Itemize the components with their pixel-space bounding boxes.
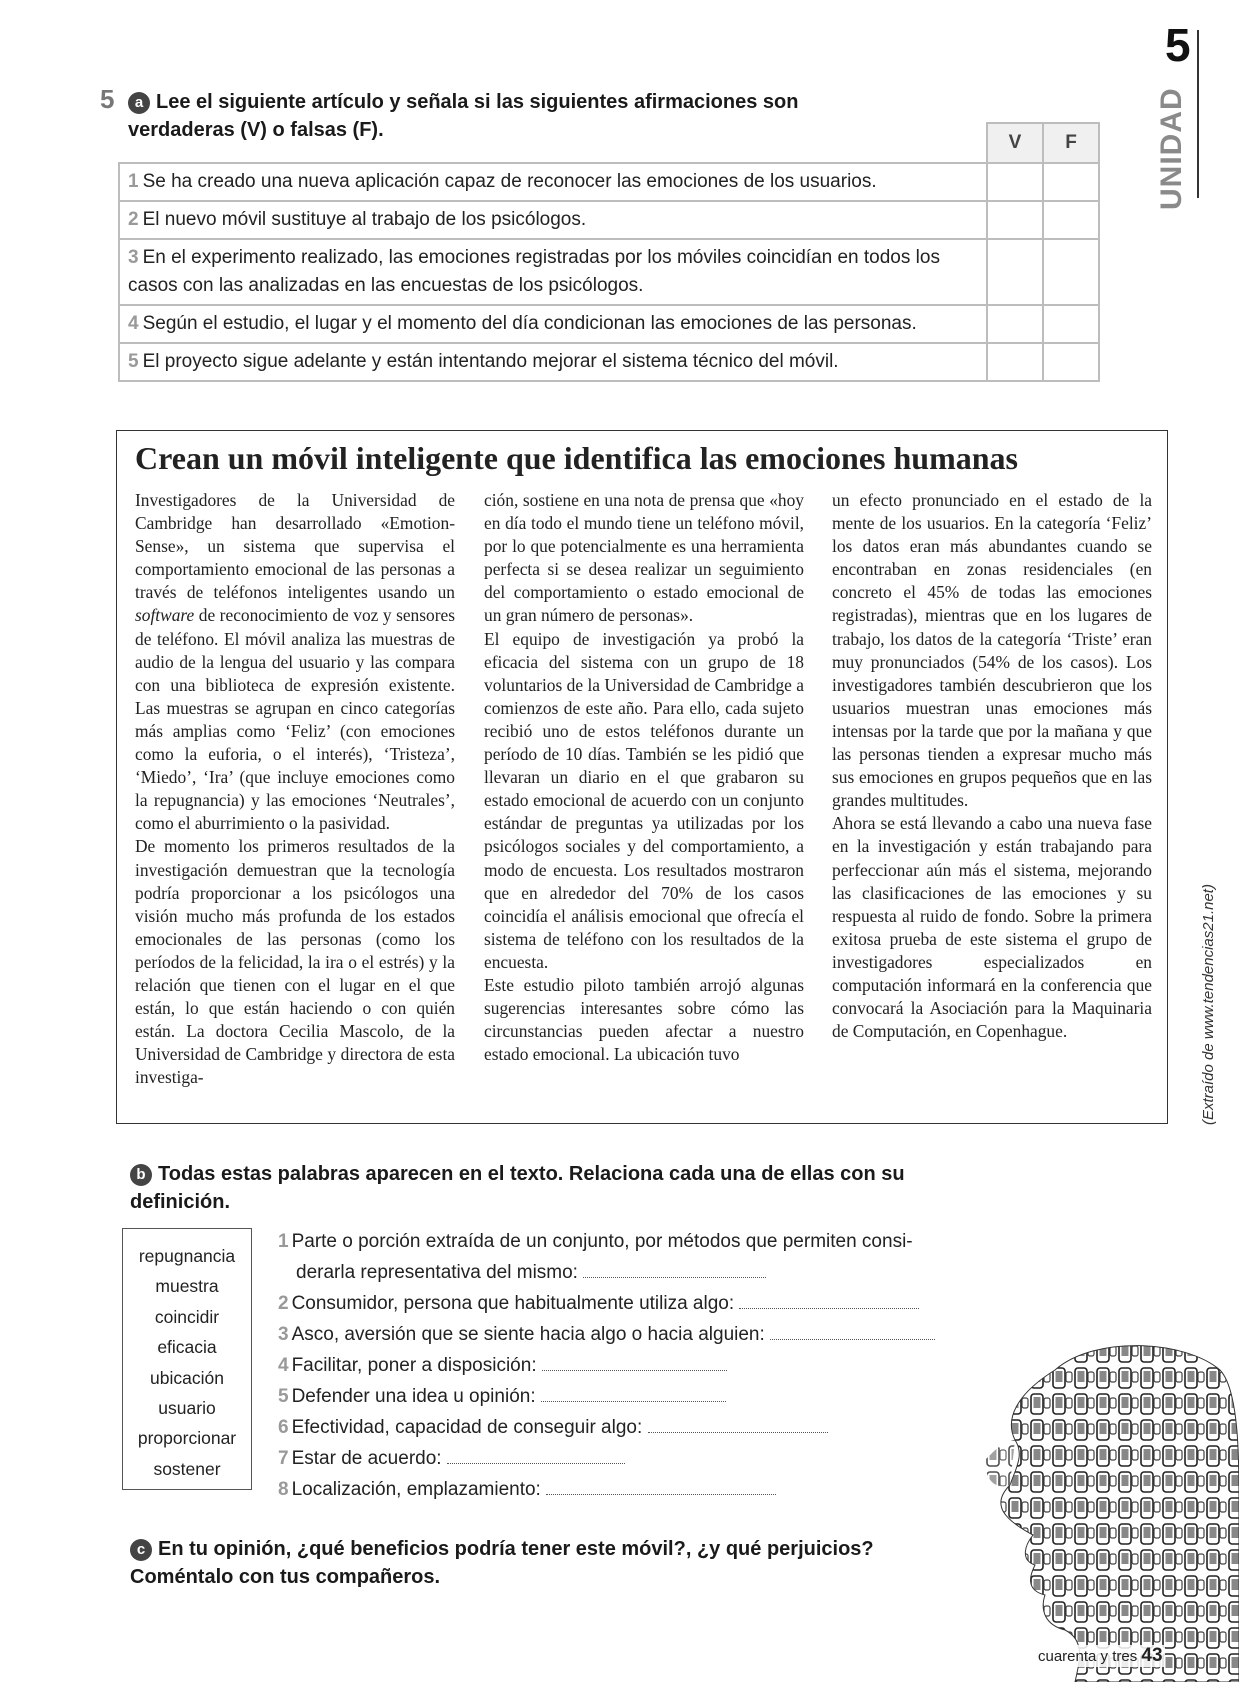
article-paragraph: Investigadores de la Universidad de Cambridge han desarrollado «EmotionSense», un sistema que supervisa el comportamiento emocional de las personas a través de teléfonos inteligentes usando un software de reconocimiento de voz y sensores de teléfono. El móvil analiza las muestras de audio de la lengua del usuario y las compara con una biblioteca de expresión existente. Las muestras se agrupan en cinco categorías más amplias como ‘Feliz’ (con emociones como la euforia, o el interés), ‘Tristeza’, ‘Miedo’, ‘Ira’ (que incluye emociones como la repugnancia) y las emociones ‘Neutrales’, como el aburrimiento o la pasividad. bbox=[135, 490, 455, 834]
header-f: F bbox=[1043, 123, 1099, 163]
instruction-c bbox=[130, 1535, 930, 1591]
article-paragraph: El equipo de investigación ya probó la eficacia del sistema con un grupo de 18 voluntarios de la Universidad de Cambridge a comienzos de este año. Para ello, cada sujeto recibió uno de estos teléfonos durante un período de 10 días. También se les pidió que llevaran un diario en el que grabaron su estado emocional de acuerdo con un conjunto estándar de preguntas ya utilizadas por los psicólogos sociales y del comportamiento, a modo de encuesta. Los resultados mostraron que en alrededor del 70% de los casos coincidía el análisis emocional que ofrecía el sistema de teléfono con los resultados de la encuesta. bbox=[484, 628, 804, 972]
word-item: muestra bbox=[155, 1276, 219, 1297]
letter-c-icon: c bbox=[130, 1539, 152, 1561]
article-paragraph: De momento los primeros resultados de la investigación demuestran que la tecnología podría proporcionar a los psicólogos una visión mucho más profunda de los estados emocionales de las personas (como los períodos de la felicidad, la ira o el estrés) y la relación que tienen con el lugar en el que están, lo que están haciendo o con quién están. La doctora Cecilia Mascolo, de la Universidad de Cambridge y directora de esta investiga- bbox=[135, 836, 455, 1088]
instruction-b bbox=[130, 1160, 960, 1216]
header-v: V bbox=[987, 123, 1043, 163]
unit-number: 5 bbox=[1165, 19, 1191, 71]
word-item: ubicación bbox=[150, 1367, 224, 1388]
f-checkbox[interactable] bbox=[1043, 201, 1099, 239]
v-checkbox[interactable] bbox=[987, 201, 1043, 239]
definition-item: 6 Efectividad, capacidad de conseguir algo: bbox=[278, 1412, 978, 1443]
page-number: 43 bbox=[1141, 1645, 1163, 1666]
answer-blank[interactable] bbox=[541, 1387, 726, 1402]
word-item: usuario bbox=[158, 1398, 216, 1419]
statement: 3 En el experimento realizado, las emociones registradas por los móviles coincidían en todos los casos con las analizadas en las encuestas de los psicólogos. bbox=[119, 239, 987, 305]
definition-item: 3 Asco, aversión que se siente hacia algo o hacia alguien: bbox=[278, 1319, 978, 1350]
definition-item: 5 Defender una idea u opinión: bbox=[278, 1381, 978, 1412]
f-checkbox[interactable] bbox=[1043, 239, 1099, 305]
statement: 4 Según el estudio, el lugar y el momento del día condicionan las emociones de las personas. bbox=[119, 305, 987, 343]
statement: 5 El proyecto sigue adelante y están intentando mejorar el sistema técnico del móvil. bbox=[119, 343, 987, 381]
definition-item: 2 Consumidor, persona que habitualmente utiliza algo: bbox=[278, 1288, 978, 1319]
article-column-2 bbox=[484, 489, 804, 1066]
definition-item: 4 Facilitar, poner a disposición: bbox=[278, 1350, 978, 1381]
definition-item: 7 Estar de acuerdo: bbox=[278, 1443, 978, 1474]
answer-blank[interactable] bbox=[447, 1449, 625, 1464]
true-false-table bbox=[118, 122, 1100, 382]
v-checkbox[interactable] bbox=[987, 163, 1043, 201]
article-paragraph: ción, sostiene en una nota de prensa que «hoy en día todo el mundo tiene un teléfono móvil, por lo que potencialmente es una herramienta perfecta si se desea realizar un seguimiento del comportamiento o estado emocional de un gran número de personas». bbox=[484, 490, 804, 626]
answer-blank[interactable] bbox=[739, 1294, 919, 1309]
unit-label: UNIDAD bbox=[1155, 87, 1188, 210]
word-item: eficacia bbox=[157, 1337, 217, 1358]
letter-a-icon: a bbox=[128, 92, 150, 114]
table-row bbox=[119, 163, 1099, 201]
v-checkbox[interactable] bbox=[987, 239, 1043, 305]
answer-blank[interactable] bbox=[770, 1325, 935, 1340]
definition-item: 8 Localización, emplazamiento: bbox=[278, 1474, 978, 1505]
page-footer bbox=[1036, 1645, 1165, 1667]
v-checkbox[interactable] bbox=[987, 343, 1043, 381]
article-source: (Extraído de www.tendencias21.net) bbox=[1200, 884, 1217, 1125]
table-row bbox=[119, 343, 1099, 381]
answer-blank[interactable] bbox=[648, 1418, 828, 1433]
phone-collage-head-image bbox=[985, 1340, 1239, 1682]
word-item: proporcionar bbox=[137, 1428, 237, 1449]
f-checkbox[interactable] bbox=[1043, 163, 1099, 201]
article-title: Crean un móvil inteligente que identifica las emociones humanas bbox=[135, 440, 1018, 476]
article-paragraph: un efecto pronunciado en el estado de la mente de los usuarios. En la categoría ‘Feliz’ los datos eran más abundantes cuando se encontraban en zonas residenciales (en concreto el 45% de todas las emociones registradas), mientras que en los lugares de trabajo, los datos de la categoría ‘Triste’ eran muy pronunciados (54% de los casos). Los investigadores también descubrieron que los usuarios muestran unas emociones más intensas por la tarde que por la mañana y que las personas tienden a expresar mucho más sus emociones en grupos pequeños que en las grandes multitudes. bbox=[832, 490, 1152, 811]
f-checkbox[interactable] bbox=[1043, 305, 1099, 343]
word-bank bbox=[122, 1228, 252, 1490]
f-checkbox[interactable] bbox=[1043, 343, 1099, 381]
v-checkbox[interactable] bbox=[987, 305, 1043, 343]
article-paragraph: Este estudio piloto también arrojó algunas sugerencias interesantes sobre cómo las circunstancias pueden afectar a nuestro estado emocional. La ubicación tuvo bbox=[484, 974, 804, 1065]
definition-item: 1 Parte o porción extraída de un conjunto, por métodos que permiten consi- bbox=[278, 1231, 913, 1252]
letter-b-icon: b bbox=[130, 1164, 152, 1186]
article-column-1 bbox=[135, 489, 455, 1089]
instruction-b-text: Todas estas palabras aparecen en el texto. Relaciona cada una de ellas con su definición. bbox=[130, 1163, 905, 1213]
statement: 2 El nuevo móvil sustituye al trabajo de los psicólogos. bbox=[119, 201, 987, 239]
answer-blank[interactable] bbox=[546, 1480, 776, 1495]
exercise-number: 5 bbox=[100, 84, 115, 114]
answer-blank[interactable] bbox=[542, 1356, 727, 1371]
page-footer-text: cuarenta y tres bbox=[1038, 1648, 1138, 1665]
instruction-c-text: En tu opinión, ¿qué beneficios podría tener este móvil?, ¿y qué perjuicios? Coméntalo con tus compañeros. bbox=[130, 1538, 874, 1588]
article-column-3 bbox=[832, 489, 1152, 1043]
table-row bbox=[119, 201, 1099, 239]
word-item: repugnancia bbox=[138, 1246, 236, 1266]
answer-blank[interactable] bbox=[583, 1263, 766, 1278]
table-row bbox=[119, 239, 1099, 305]
definitions-list bbox=[278, 1226, 978, 1505]
word-item: sostener bbox=[153, 1458, 221, 1479]
definition-item-continued: derarla representativa del mismo: bbox=[278, 1257, 978, 1288]
word-item: coincidir bbox=[154, 1306, 220, 1327]
statement: 1 Se ha creado una nueva aplicación capaz de reconocer las emociones de los usuarios. bbox=[119, 163, 987, 201]
article-paragraph: Ahora se está llevando a cabo una nueva fase en la investigación y están trabajando para perfeccionar aún más el sistema, mejorando las clasificaciones de las emociones y su respuesta al ruido de fondo. Sobre la primera exitosa prueba de este sistema el grupo de investigadores especializados en computación informará en la conferencia que convocará la Asociación para la Maquinaria de Computación, en Copenhague. bbox=[832, 813, 1152, 1042]
instruction-a-text: Lee el siguiente artículo y señala si las siguientes afirmaciones son verdaderas (V) o falsas (F). bbox=[128, 91, 799, 141]
table-row bbox=[119, 305, 1099, 343]
